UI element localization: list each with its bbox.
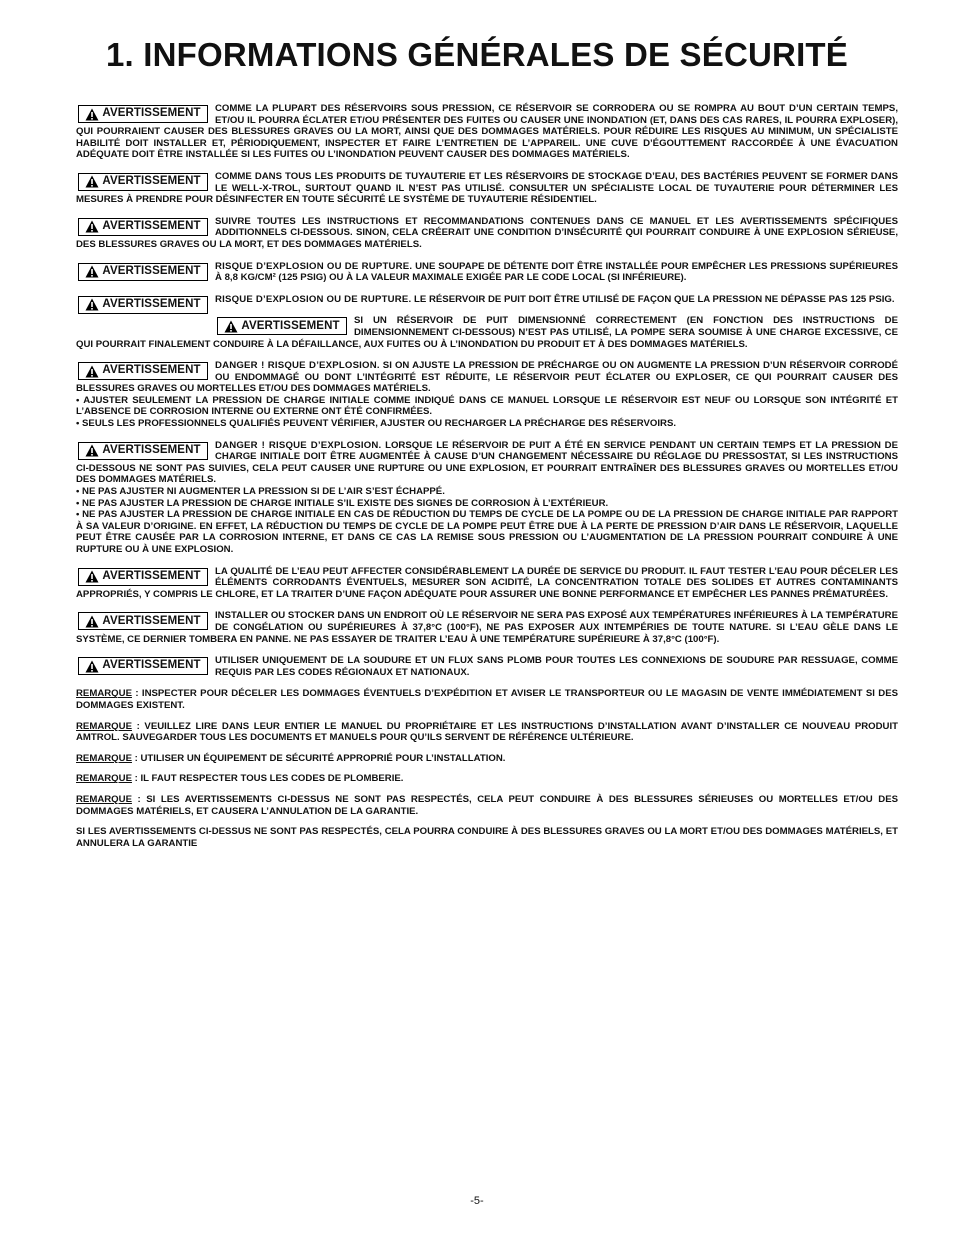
warning-bullet: • SEULS LES PROFESSIONNELS QUALIFIÉS PEUVENT VÉRIFIER, AJUSTER OU RECHARGER LA PRÉCHARGE DES RÉSERVOIRS. xyxy=(76,418,677,430)
final-statement: SI LES AVERTISSEMENTS CI-DESSUS NE SONT PAS RESPECTÉS, CELA POURRA CONDUIRE À DES BLESSURES GRAVES OU LA MORT ET/OU DES DOMMAGES MATÉRIELS, ET ANNULERA LA GARANTIE xyxy=(76,826,898,849)
warning-badge xyxy=(78,657,208,675)
warning-badge xyxy=(217,317,347,335)
warning-text: LA QUALITÉ DE L’EAU PEUT AFFECTER CONSIDÉRABLEMENT LA DURÉE DE SERVICE DU PRODUIT. IL FAUT TESTER L’EAU POUR DÉCELER LES ÉLÉMENTS CORRODANTS ÉVENTUELS, MESURER SON ACIDITÉ, LA CONCENTRATION TOTALE DES SOLIDES ET AUTRES CONTAMINANTS APPROPRIÉS, Y COMPRIS LE CHLORE, ET LA TRAITER D’UNE FAÇON ADÉQUATE POUR ASSURER UNE BONNE PERFORMANCE ET EMPÊCHER LES PANNES PRÉMATURÉES. xyxy=(76,565,898,600)
warning-block xyxy=(76,360,898,430)
warning-badge-label: AVERTISSEMENT xyxy=(102,364,201,377)
warning-triangle-icon xyxy=(85,570,99,583)
warning-badge xyxy=(78,612,208,630)
warning-triangle-icon xyxy=(85,265,99,278)
warning-block xyxy=(76,610,898,645)
note-text: : SI LES AVERTISSEMENTS CI-DESSUS NE SONT PAS RESPECTÉS, CELA PEUT CONDUIRE À DES BLESSURES SÉRIEUSES OU MORTELLES ET/OU DES DOMMAGES MATÉRIELS, ET CAUSERA L’ANNULATION DE LA GARANTIE. xyxy=(76,793,898,817)
warning-block xyxy=(76,315,898,350)
warning-text: COMME LA PLUPART DES RÉSERVOIRS SOUS PRESSION, CE RÉSERVOIR SE CORRODERA OU SE ROMPRA AU BOUT D’UN CERTAIN TEMPS, ET/OU IL POURRA ÉCLATER ET/OU PRÉSENTER DES FUITES OU CAUSER UNE INONDATION (ET, DANS DES CAS RARES, IL POURRA EXPLOSER), QUI POURRAIENT CAUSER DES BLESSURES GRAVES OU LA MORT, AINSI QUE DES DOMMAGES MATÉRIELS. POUR RÉDUIRE LES RISQUES AU MINIMUM, UN SPÉCIALISTE HABILITÉ DOIT INSTALLER ET, PÉRIODIQUEMENT, INSPECTER ET FAIRE L’ENTRETIEN DE L’APPAREIL. UNE CUVE D’ÉGOUTTEMENT RACCORDÉE À UNE ÉVACUATION ADÉQUATE DOIT ÊTRE INSTALLÉE SI LES FUITES OU L’INONDATION PEUVENT CAUSER DES DOMMAGES MATÉRIELS. xyxy=(76,103,898,161)
warning-lead: DANGER ! RISQUE D’EXPLOSION. xyxy=(215,439,382,451)
note-block xyxy=(76,753,898,765)
warning-text: SUIVRE TOUTES LES INSTRUCTIONS ET RECOMMANDATIONS CONTENUES DANS CE MANUEL ET LES AVERTISSEMENTS SPÉCIFIQUES ADDITIONNELS CI-DESSOUS. SINON, CELA CRÉERAIT UNE CONDITION D’INSÉCURITÉ QUI POURRAIT CONDUIRE À UNE EXPLOSION SÉRIEUSE, DES BLESSURES GRAVES OU LA MORT, ET DES DOMMAGES MATÉRIELS. xyxy=(76,215,898,250)
warning-badge xyxy=(78,442,208,460)
warning-badge xyxy=(78,105,208,123)
warning-block xyxy=(76,261,898,284)
warning-badge-label: AVERTISSEMENT xyxy=(102,219,201,232)
warning-badge xyxy=(78,263,208,281)
note-text: : UTILISER UN ÉQUIPEMENT DE SÉCURITÉ APPROPRIÉ POUR L’INSTALLATION. xyxy=(131,752,506,764)
warning-badge xyxy=(78,173,208,191)
safety-content xyxy=(76,103,898,859)
warning-lead: RISQUE D’EXPLOSION OU DE RUPTURE. xyxy=(215,260,413,272)
warning-triangle-icon xyxy=(224,320,238,333)
warning-lead: DANGER ! RISQUE D’EXPLOSION. xyxy=(215,360,380,372)
warning-block xyxy=(76,566,898,601)
page-number: -5- xyxy=(470,1195,484,1207)
warning-badge-label: AVERTISSEMENT xyxy=(102,175,201,188)
warning-text: COMME DANS TOUS LES PRODUITS DE TUYAUTERIE ET LES RÉSERVOIRS DE STOCKAGE D’EAU, DES BACTÉRIES PEUVENT SE FORMER DANS LE WELL-X-TROL, SURTOUT QUAND IL N’EST PAS UTILISÉ. CONSULTER UN SPÉCIALISTE LOCAL DE TUYAUTERIE POUR DÉTERMINER LES MESURES À PRENDRE POUR DÉSINFECTER EN TOUTE SÉCURITÉ LE SYSTÈME DE TUYAUTERIE RÉSIDENTIEL. xyxy=(76,170,898,206)
warning-block xyxy=(76,103,898,161)
warning-triangle-icon xyxy=(85,444,99,457)
note-label: REMARQUE xyxy=(76,773,132,785)
warning-block xyxy=(76,293,898,310)
warning-badge-label: AVERTISSEMENT xyxy=(102,659,201,672)
warning-block xyxy=(76,440,898,556)
warning-text: SI ON AJUSTE LA PRESSION DE PRÉCHARGE OU ON AUGMENTE LA PRESSION D’UN RÉSERVOIR CORRODÉ OU ENDOMMAGÉ OU DONT L’INTÉGRITÉ EST RÉDUITE, LE RÉSERVOIR PEUT ÉCLATER OU EXPLOSER, CE QUI POURRAIT CAUSER DES BLESSURES GRAVES OU MORTELLES ET/OU DES DOMMAGES MATÉRIELS. xyxy=(76,360,898,395)
note-text: : IL FAUT RESPECTER TOUS LES CODES DE PLOMBERIE. xyxy=(131,773,404,785)
note-label: REMARQUE xyxy=(76,720,132,732)
warning-badge-label: AVERTISSEMENT xyxy=(241,319,340,332)
warning-badge-label: AVERTISSEMENT xyxy=(102,614,201,627)
warning-triangle-icon xyxy=(85,298,99,311)
page-title: 1. INFORMATIONS GÉNÉRALES DE SÉCURITÉ xyxy=(105,36,849,73)
warning-badge-label: AVERTISSEMENT xyxy=(102,297,201,310)
warning-text: UNE SOUPAPE DE DÉTENTE DOIT ÊTRE INSTALLÉE POUR EMPÊCHER LES PRESSIONS SUPÉRIEURES À 8,8 KG/CM² (125 PSIG) OU À LA VALEUR MAXIMALE EXIGÉE PAR LE CODE LOCAL (SI INFÉRIEURE). xyxy=(215,260,898,284)
warning-triangle-icon xyxy=(85,220,99,233)
warning-triangle-icon xyxy=(85,660,99,673)
note-label: REMARQUE xyxy=(76,752,132,764)
warning-text: LE RÉSERVOIR DE PUIT DOIT ÊTRE UTILISÉ DE FAÇON QUE LA PRESSION NE DÉPASSE PAS 125 PSIG. xyxy=(411,293,895,305)
warning-bullet: • NE PAS AJUSTER LA PRESSION DE CHARGE INITIALE EN CAS DE RÉDUCTION DU TEMPS DE CYCLE DE LA POMPE OU DE LA PRESSION DE CHARGE INITIALE PAR RAPPORT À SA VALEUR D’ORIGINE. EN EFFET, LA RÉDUCTION DU TEMPS DE CYCLE DE LA POMPE PEUT ÊTRE DUE À LA PERTE DE PRESSION D’AIR DANS LE RÉSERVOIR, LAQUELLE PEUT ÊTRE CAUSÉE PAR LA CORROSION INTERNE, ET DANS CE CAS LA REMISE SOUS PRESSION OU L’AUGMENTATION DE LA PRESSION POURRAIT CONDUIRE À UNE RUPTURE OU À UNE EXPLOSION. xyxy=(76,509,898,555)
warning-badge xyxy=(78,568,208,586)
warning-triangle-icon xyxy=(85,108,99,121)
warning-badge-label: AVERTISSEMENT xyxy=(102,264,201,277)
warning-triangle-icon xyxy=(85,365,99,378)
warning-badge-label: AVERTISSEMENT xyxy=(102,569,201,582)
warning-badge xyxy=(78,296,208,314)
warning-badge-label: AVERTISSEMENT xyxy=(102,443,201,456)
warning-triangle-icon xyxy=(85,615,99,628)
warning-bullet: • AJUSTER SEULEMENT LA PRESSION DE CHARGE INITIALE COMME INDIQUÉ DANS CE MANUEL LORSQUE LE RÉSERVOIR EST NEUF OU LORSQUE SON INTÉGRITÉ ET L’ABSENCE DE CORROSION INTERNE OU EXTERNE ONT ÉTÉ CONFIRMÉES. xyxy=(76,394,898,418)
warning-text: LORSQUE LE RÉSERVOIR DE PUIT A ÉTÉ EN SERVICE PENDANT UN CERTAIN TEMPS ET LA PRESSION DE CHARGE INITIALE DOIT ÊTRE AUGMENTÉE À CAUSE D’UN CHANGEMENT NÉCESSAIRE DU RÉGLAGE DU PRESSOSTAT, SI LES INSTRUCTIONS CI-DESSOUS NE SONT PAS SUIVIES, CELA PEUT CAUSER UNE RUPTURE OU UNE EXPLOSION, ET POURRAIT ENTRAÎNER DES BLESSURES GRAVES OU MORTELLES ET/OU DES DOMMAGES MATÉRIELS. xyxy=(76,439,898,486)
warning-text: UTILISER UNIQUEMENT DE LA SOUDURE ET UN FLUX SANS PLOMB POUR TOUTES LES CONNEXIONS DE SOUDURE PAR RESSUAGE, COMME REQUIS PAR LES CODES RÉGIONAUX ET NATIONAUX. xyxy=(215,655,898,678)
warning-badge xyxy=(78,218,208,236)
warning-block xyxy=(76,216,898,251)
note-label: REMARQUE xyxy=(76,688,132,700)
warning-triangle-icon xyxy=(85,175,99,188)
warning-text: SI UN RÉSERVOIR DE PUIT DIMENSIONNÉ CORRECTEMENT (EN FONCTION DES INSTRUCTIONS DE DIMENSIONNEMENT CI-DESSOUS) N’EST PAS UTILISÉ, LA POMPE SERA SOUMISE À UNE CHARGE EXCESSIVE, CE QUI POURRAIT FINALEMENT CONDUIRE À LA DÉFAILLANCE, AUX FUITES OU À L’INONDATION DU PRODUIT ET À DES DOMMAGES MATÉRIELS. xyxy=(76,315,898,350)
warning-text: INSTALLER OU STOCKER DANS UN ENDROIT OÙ LE RÉSERVOIR NE SERA PAS EXPOSÉ AUX TEMPÉRATURES INFÉRIEURES À LA TEMPÉRATURE DE CONGÉLATION OU SUPÉRIEURES À 37,8°C (100°F), NE PAS EXPOSER AUX INTEMPÉRIES DE TOUTE NATURE. SI L’EAU GÈLE DANS LE SYSTÈME, CE DERNIER TOMBERA EN PANNE. NE PAS ESSAYER DE TRAITER L’EAU À UNE TEMPÉRATURE SUPÉRIEURE À 37,8°C (100°F). xyxy=(76,610,898,645)
warning-block xyxy=(76,655,898,678)
note-block xyxy=(76,688,898,711)
warning-block xyxy=(76,171,898,206)
note-block xyxy=(76,773,898,785)
warning-bullet: • NE PAS AJUSTER NI AUGMENTER LA PRESSION SI DE L’AIR S’EST ÉCHAPPÉ. xyxy=(76,486,445,498)
note-text: : INSPECTER POUR DÉCELER LES DOMMAGES ÉVENTUELS D’EXPÉDITION ET AVISER LE TRANSPORTEUR OU LE MAGASIN DE VENTE IMMÉDIATEMENT SI DES DOMMAGES EXISTENT. xyxy=(76,688,898,711)
note-text: : VEUILLEZ LIRE DANS LEUR ENTIER LE MANUEL DU PROPRIÉTAIRE ET LES INSTRUCTIONS D’INSTALLATION AVANT D’INSTALLER CE NOUVEAU PRODUIT AMTROL. SAUVEGARDER TOUS LES DOCUMENTS ET MANUELS POUR QU’ILS SERVENT DE RÉFÉRENCE ULTÉRIEURE. xyxy=(76,720,898,744)
note-block xyxy=(76,794,898,817)
warning-bullet: • NE PAS AJUSTER LA PRESSION DE CHARGE INITIALE S’IL EXISTE DES SIGNES DE CORROSION À L’EXTÉRIEUR. xyxy=(76,497,609,509)
note-label: REMARQUE xyxy=(76,793,132,805)
warning-lead: RISQUE D’EXPLOSION OU DE RUPTURE. xyxy=(215,293,412,305)
warning-badge xyxy=(78,362,208,380)
note-block xyxy=(76,721,898,744)
warning-badge-label: AVERTISSEMENT xyxy=(102,107,201,120)
